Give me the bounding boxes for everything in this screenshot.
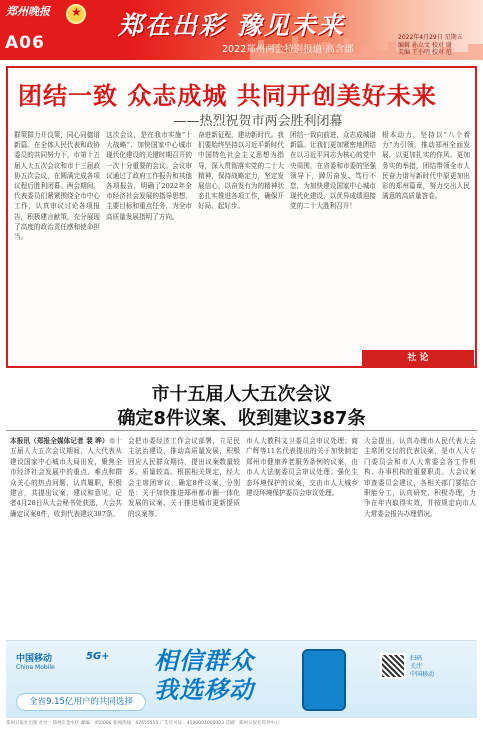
phone-illustration <box>302 649 346 711</box>
meta-line: 2022年4月29日 星期五 <box>398 34 463 41</box>
meta-line: 美编 王小明 校对 范 <box>398 49 452 56</box>
editorial-column-5: 根本动力，坚持以“八个着力”为引领，推动郑州全面发展。以更加扎实的作风、更加务实的举措，团结带领全市人民奋力谱写新时代中原更加出彩的郑州篇章，努力交出人民满意的高质量答卷。 <box>382 131 470 201</box>
divider <box>6 430 477 431</box>
news-byline: 本报讯（郑报全媒体记者 裴 晔） <box>10 437 109 445</box>
news-headline-secondary: 确定8件议案、收到建议387条 <box>117 408 366 429</box>
ad-slogan <box>154 647 254 705</box>
qr-caption-line: 扫码 <box>410 655 423 662</box>
logo-text-en: China Mobile <box>16 664 55 671</box>
china-mobile-logo <box>16 651 55 671</box>
ad-slogan-line: 相信群众 <box>154 647 254 675</box>
ad-slogan-line: 我选移动 <box>154 676 254 704</box>
editorial-subhead: ——热烈祝贺市两会胜利闭幕 <box>173 114 343 129</box>
edition-meta <box>398 34 463 57</box>
qr-caption-line: 关注 <box>410 663 423 670</box>
qr-caption <box>410 655 434 679</box>
page-number: A06 <box>5 33 45 53</box>
editorial-column-4: 团结一致向前进，众志成城谱新篇。让我们更加紧密地团结在以习近平同志为核心的党中央周围，在省委和市委的坚强领导下，踔厉奋发、笃行不怠，为加快建设国家中心城市现代化建设，以优异成绩迎接党的二十大胜利召开！ <box>290 131 376 211</box>
qr-caption-line: 中国移动 <box>410 671 435 678</box>
news-headline: 市十五届人大五次会议 <box>151 384 332 405</box>
news-column-2: 会把市委经济工作会议部署，立足民主法治建设，推动高质量发展，积极回应人民群众期待，提出议案数量较多、质量较高。根据相关规定，经大会主席团审议，确定8件议案，分别是：关于加快推进郑州都市圈一体化发展的议案、关于推进城市更新提质的议案等。 <box>128 437 240 518</box>
news-column-1-text: 市十五届人大五次会议期间，人大代表从建设国家中心城市大局出发，聚焦全市经济社会发展中的重点、难点和群众关心的热点问题，认真履职，积极建言，共提出议案、建议和意见。记者4月28日从大会秘书处获悉，大会共确定议案8件，收到代表建议387条。 <box>10 437 122 518</box>
editorial-signature: 社 论 <box>362 350 474 366</box>
party-emblem-icon <box>66 4 86 24</box>
meta-line: 编辑 孙立文 校对 谢 <box>398 41 452 49</box>
china-mobile-ad[interactable] <box>6 640 477 718</box>
editorial-headline: 团结一致 众志成城 共同开创美好未来 <box>18 82 437 110</box>
section-subtitle: 2022郑州两会特别报道·高含部 <box>222 44 354 55</box>
section-title: 郑在出彩 豫见未来 <box>118 11 345 40</box>
editorial-column-2: 这次会议，是在我市实施“十大战略”、加快国家中心城市现代化建设的关键时期召开的一次十分重要的会议。会议审议通过了政府工作报告和其他各项报告，明确了2022年全市经济社会发展的指导思想、主要目标和重点任务，为全市高质量发展指明了方向。 <box>106 131 192 221</box>
qr-code-icon[interactable] <box>380 653 406 679</box>
editorial-column-3: 奋进新征程，建功新时代。我们要始终坚持以习近平新时代中国特色社会主义思想为指导，深入贯彻落实党的二十大精神，保持战略定力，坚定发展信心，以奋发有为的精神状态扎实推进各项工作，确保开好局、起好步。 <box>198 131 284 211</box>
news-column-1 <box>10 436 122 634</box>
page-footer: 郑州日报社出版 社址：郑州市金水区 邮编：450000 新闻热线：67655555 广告许可证：4100004000003 印刷：郑州日报社印务中心 <box>6 721 280 726</box>
fiveg-badge: 5G+ <box>86 651 110 662</box>
newspaper-brand: 郑州晚报 <box>6 5 50 18</box>
editorial-column-1: 群策群力开良策，同心同德谱新篇。在全体人民代表和政协委员的共同努力下，市第十五届人大五次会议和市十三届政协五次会议，在圆满完成各项议程后胜利闭幕。两会期间，代表委员们紧紧围绕全市中心工作，认真审议讨论各项报告，积极建言献策，充分展现了高度的政治责任感和使命担当。 <box>14 131 100 242</box>
news-column-4: 大会提出，认真办理市人民代表大会主席团交付的代表议案，是市人大专门委员会和市人大常委会各工作机构、办事机构的重要职责。大会议案审查委员会建议，各相关部门要结合职能分工，认真研究、积极办理，力争在年内取得实效，并按规定向市人大常委会报告办理情况。 <box>364 437 476 518</box>
masthead <box>0 0 483 60</box>
ad-user-badge: 全省9.15亿用户的共同选择 <box>16 693 146 711</box>
news-column-3: 市人大教科文卫委员会审议处理；商广辉等11名代表提出的关于加快制定郑州市健康养老服务条例的议案，由市人大法制委员会审议处理；强化生态环境保护的议案，交由市人大城乡建设环境保护委员会审议处理。 <box>246 437 358 498</box>
logo-text: 中国移动 <box>16 654 53 664</box>
